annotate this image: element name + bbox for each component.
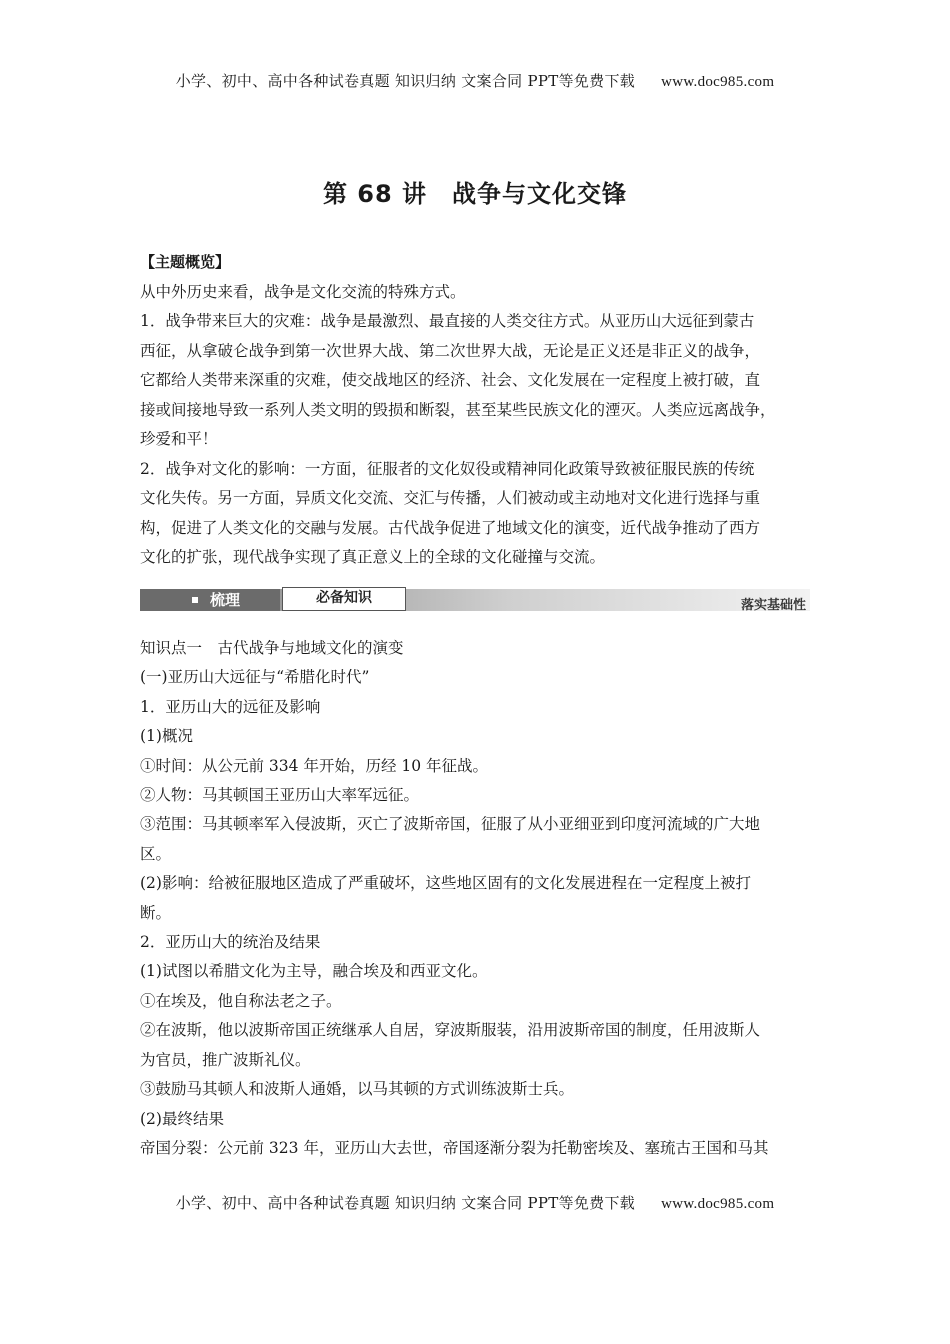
knowledge-line: 1．亚历山大的远征及影响: [140, 697, 321, 716]
overview-line: 1．战争带来巨大的灾难：战争是最激烈、最直接的人类交往方式。从亚历山大远征到蒙古: [140, 312, 755, 330]
knowledge-line: ①时间：从公元前 334 年开始，历经 10 年征战。: [140, 756, 489, 775]
knowledge-line: 2．亚历山大的统治及结果: [140, 933, 321, 952]
knowledge-line: ②在波斯，他以波斯帝国正统继承人自居，穿波斯服装，沿用波斯帝国的制度，任用波斯人: [140, 1021, 761, 1040]
knowledge-line: ③鼓励马其顿人和波斯人通婚，以马其顿的方式训练波斯士兵。: [140, 1080, 575, 1099]
topic-overview: [140, 248, 820, 573]
knowledge-line: (1)试图以希腊文化为主导，融合埃及和西亚文化。: [140, 962, 488, 981]
overview-line: 从中外历史来看，战争是文化交流的特殊方式。: [140, 282, 466, 301]
banner-right-label: 落实基础性: [740, 598, 806, 613]
banner-left-label: 梳理: [210, 591, 241, 609]
overview-line: 它都给人类带来深重的灾难，使交战地区的经济、社会、文化发展在一定程度上被打破，直: [140, 371, 761, 389]
knowledge-line: 帝国分裂：公元前 323 年，亚历山大去世，帝国逐渐分裂为托勒密埃及、塞琉古王国和马其: [140, 1138, 769, 1157]
section-banner: [140, 586, 810, 616]
knowledge-section: [140, 634, 820, 1163]
overview-line: 文化失传。另一方面，异质文化交流、交汇与传播，人们被动或主动地对文化进行选择与重: [140, 489, 761, 507]
knowledge-line: (2)影响：给被征服地区造成了严重破坏，这些地区固有的文化发展进程在一定程度上被打: [140, 874, 751, 893]
knowledge-line: (1)概况: [140, 727, 193, 746]
knowledge-line: ③范围：马其顿率军入侵波斯，灭亡了波斯帝国，征服了从小亚细亚到印度河流域的广大地: [140, 815, 761, 834]
square-bullet-icon: [192, 597, 198, 603]
overview-line: 珍爱和平！: [140, 430, 218, 448]
overview-line: 文化的扩张，现代战争实现了真正意义上的全球的文化碰撞与交流。: [140, 548, 606, 566]
footer-url[interactable]: www.doc985.com: [661, 1196, 775, 1212]
header-url[interactable]: www.doc985.com: [661, 74, 775, 90]
knowledge-line: 知识点一 古代战争与地域文化的演变: [140, 639, 404, 657]
footer-text: 小学、初中、高中各种试卷真题 知识归纳 文案合同 PPT等免费下载: [175, 1194, 636, 1212]
knowledge-line: ②人物：马其顿国王亚历山大率军远征。: [140, 786, 420, 805]
overview-line: 构，促进了人类文化的交融与发展。古代战争促进了地域文化的演变，近代战争推动了西方: [140, 518, 761, 537]
knowledge-line: 区。: [140, 844, 172, 863]
knowledge-line: (2)最终结果: [140, 1109, 224, 1128]
overview-label: 【主题概览】: [140, 253, 231, 271]
banner-middle-label: 必备知识: [282, 587, 406, 611]
knowledge-line: (一)亚历山大远征与“希腊化时代”: [140, 668, 370, 687]
page-header: [0, 70, 950, 91]
overview-line: 接或间接地导致一系列人类文明的毁损和断裂，甚至某些民族文化的湮灭。人类应远离战争，: [140, 400, 776, 419]
overview-line: 2．战争对文化的影响：一方面，征服者的文化奴役或精神同化政策导致被征服民族的传统: [140, 459, 755, 478]
page-footer: [0, 1192, 950, 1213]
lecture-title: 第 68 讲 战争与文化交锋: [322, 180, 628, 208]
knowledge-line: ①在埃及，他自称法老之子。: [140, 991, 342, 1010]
banner-left-box: [140, 589, 280, 611]
overview-line: 西征，从拿破仑战争到第一次世界大战、第二次世界大战，无论是正义还是非正义的战争，: [140, 341, 761, 360]
knowledge-line: 断。: [140, 903, 172, 922]
knowledge-line: 为官员，推广波斯礼仪。: [140, 1050, 311, 1069]
header-text: 小学、初中、高中各种试卷真题 知识归纳 文案合同 PPT等免费下载: [175, 72, 636, 90]
